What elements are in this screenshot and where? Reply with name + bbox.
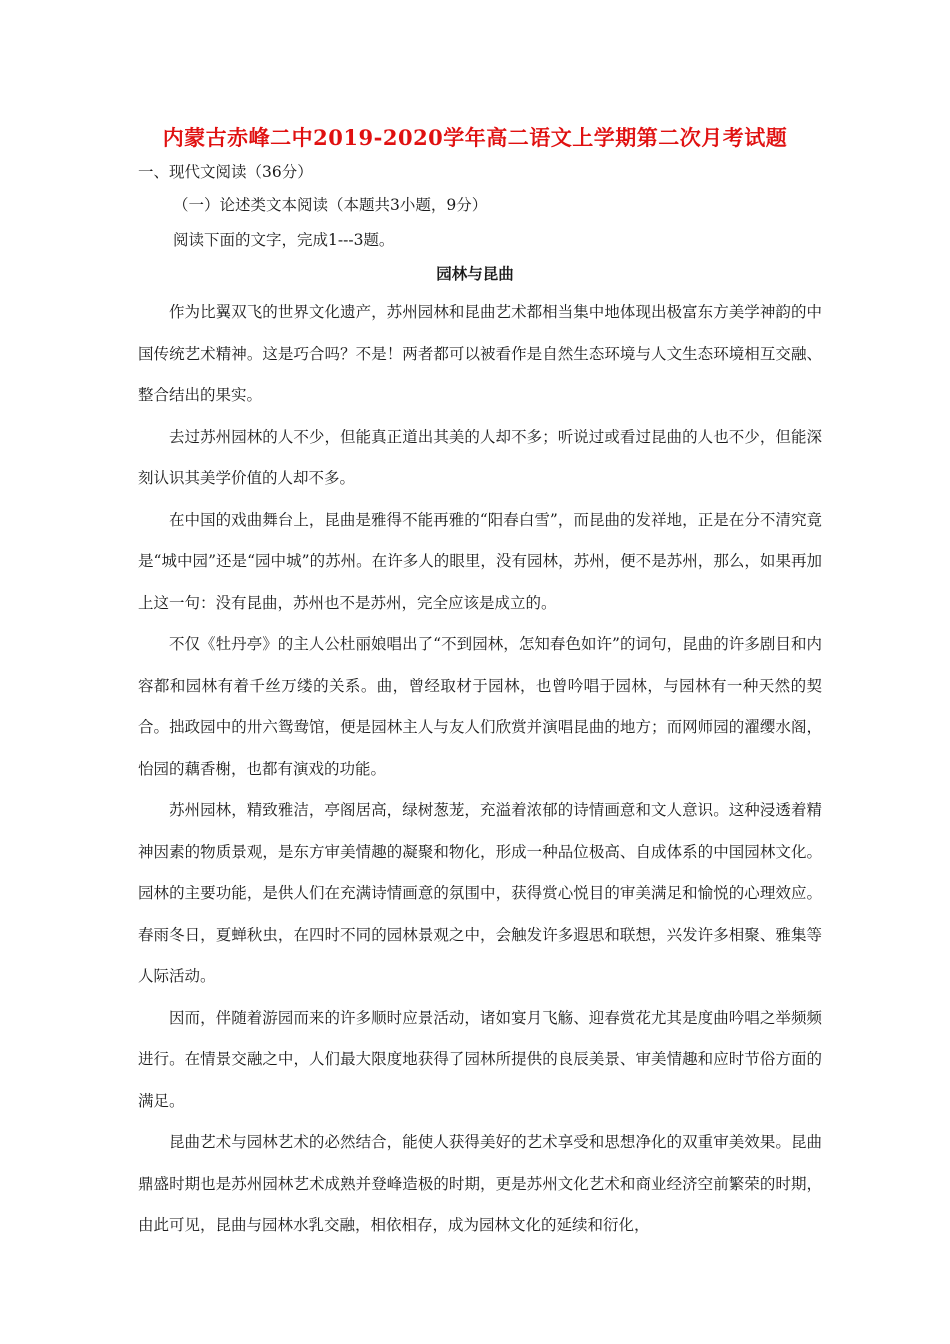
article-paragraph: 不仅《牡丹亭》的主人公杜丽娘唱出了“不到园林，怎知春色如许”的词句，昆曲的许多剧目和内容都和园林有着千丝万缕的关系。曲，曾经取材于园林，也曾吟唱于园林，与园林有一种天然的契合。拙政园中的卅六鸳鸯馆，便是园林主人与友人们欣赏并演唱昆曲的地方；而网师园的濯缨水阁，怡园的藕香榭，也都有演戏的功能。 — [138, 635, 822, 778]
document-title: 内蒙古赤峰二中2019-2020学年高二语文上学期第二次月考试题 — [162, 125, 788, 150]
article-title: 园林与昆曲 — [436, 264, 514, 283]
article-paragraph: 在中国的戏曲舞台上，昆曲是雅得不能再雅的“阳春白雪”，而昆曲的发祥地，正是在分不清究竟是“城中园”还是“园中城”的苏州。在许多人的眼里，没有园林，苏州，便不是苏州，那么，如果再加上这一句：没有昆曲，苏州也不是苏州，完全应该是成立的。 — [138, 510, 822, 612]
subsection-heading: （一）论述类文本阅读（本题共3小题，9分） — [173, 196, 488, 214]
article-paragraph: 作为比翼双飞的世界文化遗产，苏州园林和昆曲艺术都相当集中地体现出极富东方美学神韵的中国传统艺术精神。这是巧合吗？不是！两者都可以被看作是自然生态环境与人文生态环境相互交融、整合结出的果实。 — [138, 303, 822, 404]
section-heading: 一、现代文阅读（36分） — [138, 163, 313, 181]
reading-instruction: 阅读下面的文字，完成1---3题。 — [173, 231, 395, 249]
article-paragraph: 昆曲艺术与园林艺术的必然结合，能使人获得美好的艺术享受和思想净化的双重审美效果。昆曲鼎盛时期也是苏州园林艺术成熟并登峰造极的时期，更是苏州文化艺术和商业经济空前繁荣的时期，由此可见，昆曲与园林水乳交融，相依相存，成为园林文化的延续和衍化， — [138, 1133, 822, 1234]
article-paragraph: 去过苏州园林的人不少，但能真正道出其美的人却不多；听说过或看过昆曲的人也不少，但能深刻认识其美学价值的人却不多。 — [138, 427, 822, 487]
article-body — [138, 292, 822, 1247]
article-paragraph: 因而，伴随着游园而来的许多顺时应景活动，诸如宴月飞觞、迎春赏花尤其是度曲吟唱之举频频进行。在情景交融之中，人们最大限度地获得了园林所提供的良辰美景、审美情趣和应时节俗方面的满足。 — [138, 1008, 822, 1110]
article-paragraph: 苏州园林，精致雅洁，亭阁居高，绿树葱茏，充溢着浓郁的诗情画意和文人意识。这种浸透着精神因素的物质景观，是东方审美情趣的凝聚和物化，形成一种品位极高、自成体系的中国园林文化。园林的主要功能，是供人们在充满诗情画意的氛围中，获得赏心悦目的审美满足和愉悦的心理效应。春雨冬日，夏蝉秋虫，在四时不同的园林景观之中，会触发许多遐思和联想，兴发许多相聚、雅集等人际活动。 — [138, 801, 822, 985]
